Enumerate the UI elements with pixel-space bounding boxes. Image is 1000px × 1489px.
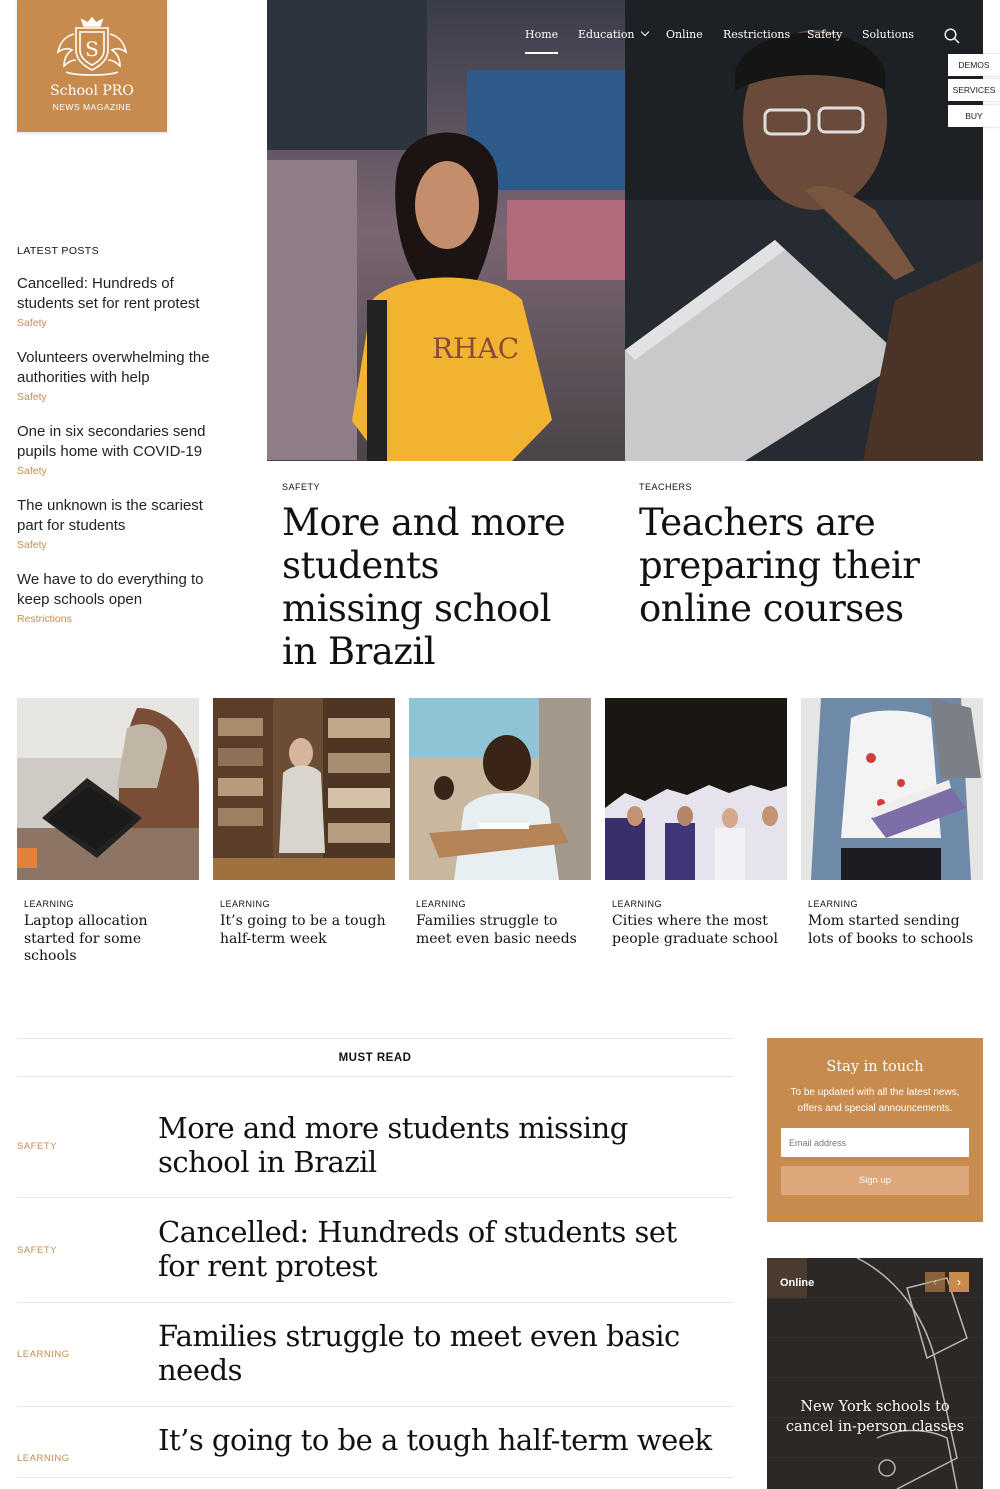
latest-post-category[interactable]: Safety bbox=[17, 539, 47, 551]
chevron-right-icon[interactable]: › bbox=[949, 1272, 969, 1292]
newsletter-title: Stay in touch bbox=[826, 1059, 924, 1075]
must-read-title[interactable]: Cancelled: Hundreds of students set for rent protest bbox=[158, 1215, 677, 1283]
latest-post-title[interactable]: The unknown is the scariest part for students bbox=[17, 497, 203, 534]
nav-restrictions[interactable]: Restrictions bbox=[723, 28, 791, 41]
latest-post-item[interactable] bbox=[17, 422, 232, 477]
latest-post-item[interactable] bbox=[17, 570, 232, 625]
article-card-category[interactable]: LEARNING bbox=[612, 899, 663, 909]
sign-up-button[interactable]: Sign up bbox=[781, 1166, 969, 1195]
article-card-category[interactable]: LEARNING bbox=[24, 899, 75, 909]
latest-post-category[interactable]: Safety bbox=[17, 317, 47, 329]
article-card[interactable] bbox=[409, 698, 591, 948]
search-icon[interactable] bbox=[944, 28, 960, 44]
brand-name: School PRO bbox=[50, 83, 134, 99]
online-featured-card[interactable] bbox=[767, 1258, 983, 1489]
email-input[interactable] bbox=[781, 1128, 969, 1157]
latest-posts-heading: LATEST POSTS bbox=[17, 245, 100, 257]
article-card-image[interactable] bbox=[801, 698, 983, 880]
article-card-image[interactable] bbox=[17, 698, 199, 880]
hero-image-teacher[interactable] bbox=[625, 0, 983, 461]
article-card-title[interactable]: Cities where the most people graduate school bbox=[612, 913, 778, 947]
hero-category[interactable]: SAFETY bbox=[282, 482, 321, 492]
online-card-category[interactable]: Online bbox=[780, 1277, 815, 1289]
newsletter-description: To be updated with all the latest news, offers and special announcements. bbox=[790, 1087, 960, 1114]
crest-logo-icon bbox=[52, 14, 132, 80]
article-card[interactable] bbox=[605, 698, 787, 948]
svg-text:RHAC: RHAC bbox=[432, 332, 520, 365]
article-card-category[interactable]: LEARNING bbox=[220, 899, 271, 909]
divider bbox=[17, 1197, 733, 1198]
online-card-title[interactable]: New York schools to cancel in-person classes bbox=[785, 1399, 965, 1435]
nav-education-label: Education bbox=[578, 28, 635, 41]
divider bbox=[17, 1038, 733, 1039]
buy-button[interactable]: BUY bbox=[948, 105, 1000, 127]
latest-post-category[interactable]: Restrictions bbox=[17, 613, 72, 625]
article-card-image[interactable] bbox=[409, 698, 591, 880]
hero-title[interactable]: More and more students missing school in Brazil bbox=[282, 501, 566, 673]
nav-education[interactable] bbox=[578, 28, 648, 41]
must-read-title[interactable]: Families struggle to meet even basic needs bbox=[158, 1319, 680, 1387]
nav-online[interactable]: Online bbox=[666, 28, 703, 41]
nav-home[interactable]: Home bbox=[525, 28, 559, 41]
article-card-category[interactable]: LEARNING bbox=[416, 899, 467, 909]
must-read-title[interactable]: It’s going to be a tough half-term week bbox=[158, 1423, 712, 1457]
must-read-title[interactable]: More and more students missing school in Brazil bbox=[158, 1111, 628, 1179]
article-card[interactable] bbox=[801, 698, 983, 948]
nav-safety[interactable]: Safety bbox=[807, 28, 843, 41]
must-read-category[interactable]: SAFETY bbox=[17, 1245, 57, 1256]
hero-image-student[interactable] bbox=[267, 0, 625, 461]
latest-post-title[interactable]: We have to do everything to keep schools open bbox=[17, 571, 204, 608]
latest-post-category[interactable]: Safety bbox=[17, 465, 47, 477]
article-card-image[interactable] bbox=[605, 698, 787, 880]
article-card-category[interactable]: LEARNING bbox=[808, 899, 859, 909]
must-read-category[interactable]: LEARNING bbox=[17, 1453, 70, 1464]
latest-post-category[interactable]: Safety bbox=[17, 391, 47, 403]
must-read-heading: MUST READ bbox=[338, 1052, 412, 1064]
article-card-image[interactable] bbox=[213, 698, 395, 880]
latest-post-item[interactable] bbox=[17, 496, 232, 551]
hero-category[interactable]: TEACHERS bbox=[639, 482, 693, 492]
latest-post-item[interactable] bbox=[17, 348, 232, 403]
demos-button[interactable]: DEMOS bbox=[948, 54, 1000, 76]
article-card-title[interactable]: It’s going to be a tough half-term week bbox=[220, 913, 386, 947]
latest-post-title[interactable]: One in six secondaries send pupils home with COVID-19 bbox=[17, 423, 206, 460]
article-card-title[interactable]: Mom started sending lots of books to schools bbox=[808, 913, 974, 947]
site-logo[interactable] bbox=[17, 0, 167, 132]
article-card-title[interactable]: Laptop allocation started for some schools bbox=[24, 913, 148, 964]
chevron-down-icon bbox=[641, 28, 649, 36]
latest-post-item[interactable] bbox=[17, 274, 232, 329]
article-card[interactable] bbox=[17, 698, 199, 966]
chevron-left-icon[interactable]: ‹ bbox=[925, 1272, 945, 1292]
latest-post-title[interactable]: Cancelled: Hundreds of students set for rent protest bbox=[17, 275, 200, 312]
divider bbox=[17, 1076, 733, 1077]
article-card-title[interactable]: Families struggle to meet even basic needs bbox=[416, 913, 577, 947]
hero-title[interactable]: Teachers are preparing their online courses bbox=[639, 501, 920, 630]
services-button[interactable]: SERVICES bbox=[948, 79, 1000, 101]
divider bbox=[17, 1477, 733, 1478]
must-read-category[interactable]: LEARNING bbox=[17, 1349, 70, 1360]
must-read-category[interactable]: SAFETY bbox=[17, 1141, 57, 1152]
nav-solutions[interactable]: Solutions bbox=[862, 28, 915, 41]
article-card[interactable] bbox=[213, 698, 395, 948]
latest-post-title[interactable]: Volunteers overwhelming the authorities with help bbox=[17, 349, 210, 386]
divider bbox=[17, 1302, 733, 1303]
divider bbox=[17, 1406, 733, 1407]
newsletter-box bbox=[767, 1038, 983, 1222]
brand-tagline: NEWS MAGAZINE bbox=[52, 102, 132, 112]
svg-text:S: S bbox=[85, 37, 99, 61]
